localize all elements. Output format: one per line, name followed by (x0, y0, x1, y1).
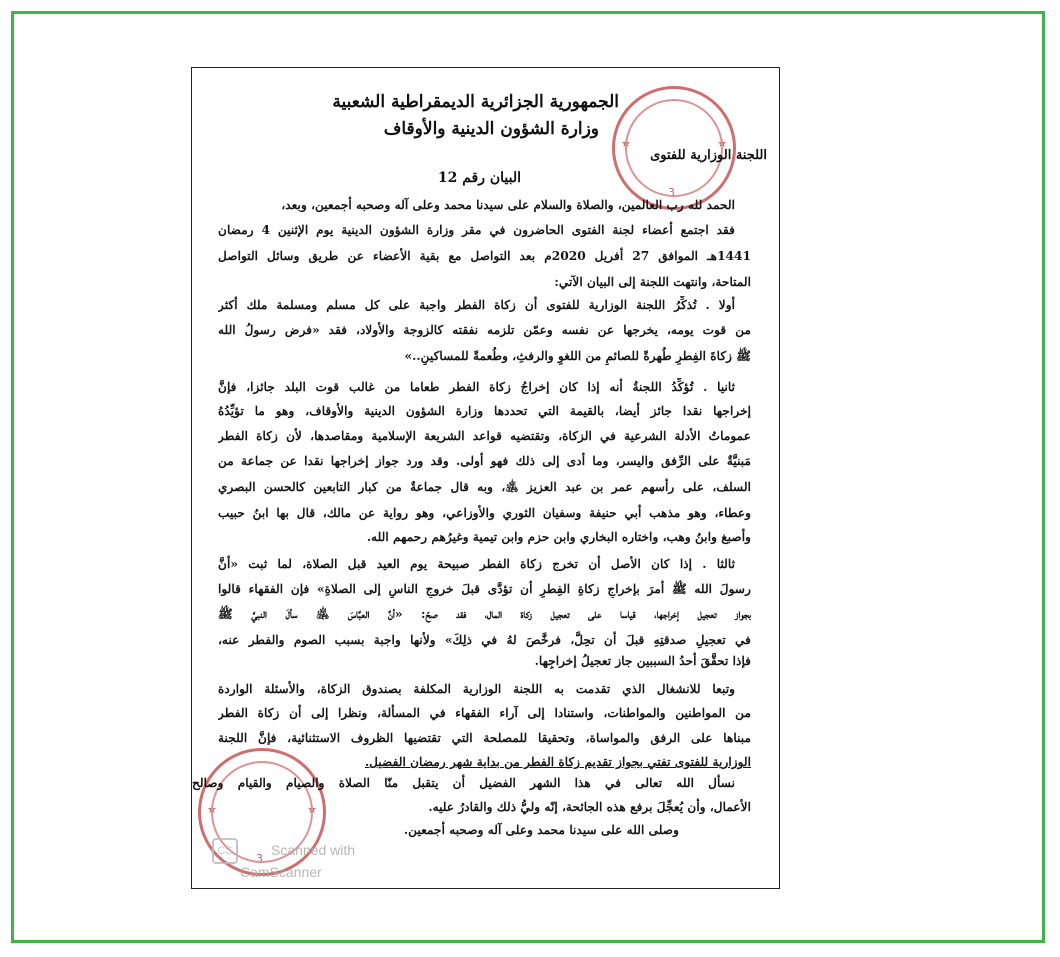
text-line: ثالثا . إذا كان الأصل أن تخرج زكاة الفطر صبيحة يوم العيد قبل الصلاة، لما ثبت «أنَّ (218, 557, 735, 571)
text-line: مبناها على الرفق والمواساة، وتحقيقا للمصلحة التي تقتضيها الظروف الاستثنائية، فإنَّ اللجنة (218, 731, 751, 745)
text-line: من المواطنين والمواطنات، واستنادا إلى آراء الفقهاء في المسألة، ونظرا إلى أن زكاة الفطر (218, 706, 751, 720)
stamp-number: 3 (256, 852, 263, 865)
text-line: وتبعا للانشغال الذي تقدمت به اللجنة الوزارية المكلفة بصندوق الزكاة، والأسئلة الواردة (218, 682, 735, 696)
text-line: وصلى الله على سيدنا محمد وعلى آله وصحبه أجمعين. (403, 823, 679, 837)
header-republic: الجمهورية الجزائرية الديمقراطية الشعبية (332, 92, 619, 112)
text-line: الحمد لله رب العالمين، والصلاة والسلام على سيدنا محمد وعلى آله وصحبه أجمعين، وبعد، (281, 198, 735, 212)
header-ministry: وزارة الشؤون الدينية والأوقاف (383, 119, 599, 139)
text-line: نسأل الله تعالى في هذا الشهر الفضيل أن يتقبل منّا الصلاة والصيام والقيام وصالح (192, 776, 735, 790)
text-line: وعطاء، وهو مذهب أبي حنيفة وسفيان الثوري والأوزاعي، وهو رواية عن مالك، قال بها ابنُ حبيب (218, 506, 751, 520)
text-line: ثانيا . تُؤكِّدُ اللجنةُ أنه إذا كان إخراجُ زكاة الفطر طعاما من غالب قوت البلد جائزا، فإنَّ (218, 380, 735, 394)
text-line: فقد اجتمع أعضاء لجنة الفتوى الحاضرون في مقر وزارة الشؤون الدينية يوم الإثنين 4 رمضان (218, 223, 735, 237)
text-line: مَبنيَّةٌ على الرِّفق واليسر، وما أدى إلى ذلك فهو أولى. وقد ورد جواز إخراجها نقدا عن جماعة من (218, 454, 751, 468)
text-line: إخراجها نقدا جائز أيضا، بالقيمة التي تحددها وزارة الشؤون الدينية والأوقاف، وهو ما تؤيِّدُهُ (218, 404, 751, 418)
official-stamp-bottom: ★ ★ 3 (198, 748, 326, 876)
text-line: رسولَ الله ﷺ أمرَ بإخراجِ زكاةِ الفِطرِ أن تؤدَّى قبلَ خروجِ الناسِ إلى الصلاةِ» فإن الفقهاء قالوا (218, 582, 751, 596)
page-title: البيان رقم 12 (437, 170, 521, 186)
header-committee: اللجنة الوزارية للفتوى (650, 148, 767, 163)
text-line: من قوت يومه، يخرجها عن نفسه وعمّن تلزمه نفقته كالزوجة والأولاد، فقد «فرض رسولُ الله (218, 323, 751, 337)
text-line: ﷺ زكاةَ الفِطرِ طُهرةً للصائمِ من اللغوِ والرفثِ، وطُعمةً للمساكينِ..» (404, 349, 751, 363)
document-page (191, 67, 780, 889)
official-stamp-top: ★ ★ 3 (612, 86, 736, 210)
text-line: المتاحة، وانتهت اللجنة إلى البيان الآتي: (554, 275, 751, 289)
camscanner-logo-icon: CS (212, 838, 238, 864)
text-line: السلف، على رأسهم عمر بن عبد العزيز ﵁، وبه قال جماعةٌ من كبار التابعين كالحسن البصري (218, 480, 751, 494)
stamp-number: 3 (668, 186, 675, 199)
text-line: 1441هـ الموافق 27 أفريل 2020م بعد التواصل مع بقية الأعضاء عن طريق وسائل التواصل (218, 249, 751, 263)
watermark-line1: Scanned with (271, 841, 356, 858)
text-line: فإذا تحقَّقَ أحدُ السببين جاز تعجيلُ إخراجِها. (534, 654, 751, 668)
watermark-line2: CamScanner (240, 864, 322, 880)
text-line: الأعمال، وأن يُعجِّلَ برفع هذه الجائحة، إنّه وليُّ ذلك والقادرُ عليه. (428, 800, 751, 814)
camscanner-watermark (212, 838, 355, 880)
text-line: في تعجيلِ صدقتِهِ قبلَ أن تحِلَّ، فرخَّصَ لهُ في ذلِكَ» ولأنها واجبة بسبب الصوم والفطر عنه، (218, 633, 751, 647)
text-line: بجواز تعجيل إخراجها، قياسا على تعجيل زكاة المال، فقد صحّ: «أنَّ العبَّاسَ ﵁ سألَ النبيَّ ﷺ (218, 607, 751, 621)
text-line: وأصبغ وابنُ وهب، واختاره البخاري وابن حزم وابن تيمية وغيرُهم رحمهم الله. (366, 530, 751, 544)
text-line-underlined: الوزارية للفتوى تفتي بجواز تقديم زكاة الفطر من بداية شهر رمضان الفضيل. (364, 755, 751, 769)
text-line: عموماتُ الأدلة الشرعية في الزكاة، وتقتضيه قواعد الشريعة الإسلامية ومقاصدها، لأن زكاة الفطر (218, 429, 751, 443)
text-line: أولا . تُذكِّرُ اللجنة الوزارية للفتوى أن زكاة الفطر واجبة على كل مسلم ومسلمة ملك أكثر (218, 298, 735, 312)
